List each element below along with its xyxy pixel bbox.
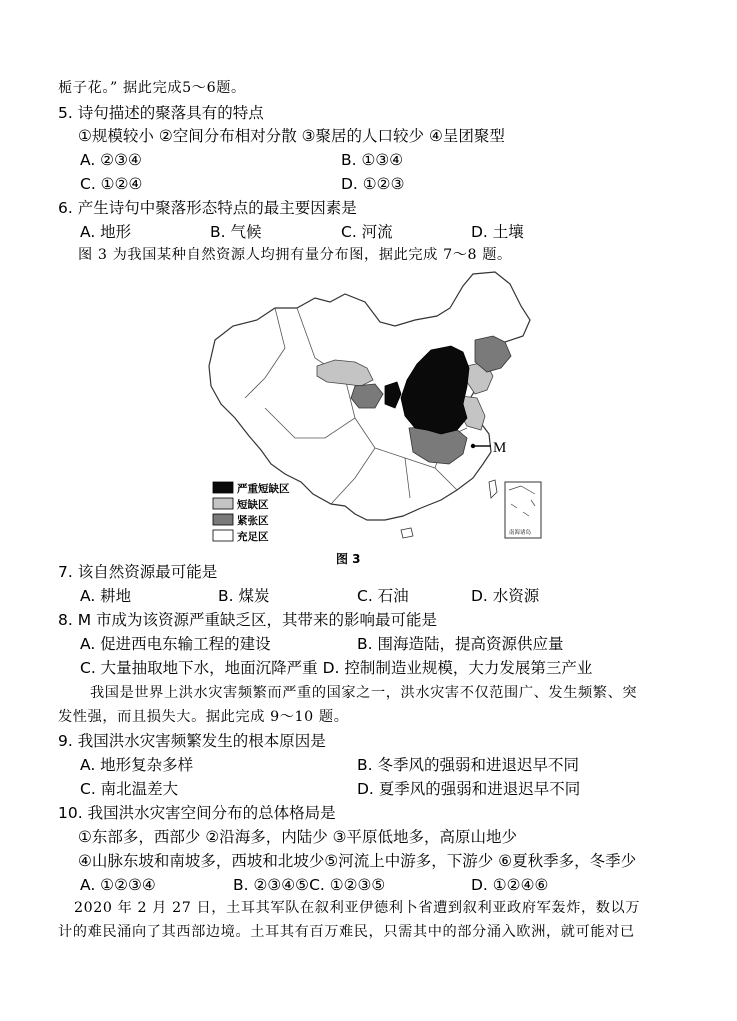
q5-stem: 5. 诗句描述的聚落具有的特点 [58,104,264,122]
q8-option-cd: C. 大量抽取地下水，地面沉降严重 D. 控制制造业规模，大力发展第三产业 [80,659,593,677]
q10-items-line1: ①东部多，西部少 ②沿海多，内陆少 ③平原低地多，高原山地少 [78,828,518,846]
q8-stem: 8. M 市成为该资源严重缺乏区，其带来的影响最可能是 [58,611,438,629]
q7-option-d: D. 水资源 [471,587,540,605]
q5-option-d: D. ①②③ [341,175,405,193]
q5-items: ①规模较小 ②空间分布相对分散 ③聚居的人口较少 ④呈团聚型 [78,127,505,145]
inset-label: 南海诸岛 [509,530,532,536]
refugee-intro-line1: 2020 年 2 月 27 日，土耳其军队在叙利亚伊德利卜省遭到叙利亚政府军轰炸，数以万 [74,900,641,916]
q9-option-c: C. 南北温差大 [80,780,179,798]
q6-option-a: A. 地形 [80,223,132,241]
marker-m-label: M [493,440,507,456]
map-legend [213,482,290,543]
map-intro: 图 3 为我国某种自然资源人均拥有量分布图，据此完成 7～8 题。 [78,247,512,263]
q8-option-a: A. 促进西电东输工程的建设 [80,635,271,653]
island-taiwan [489,480,497,498]
q10-option-b-c: B. ②③④⑤C. ①②③⑤ [233,876,386,894]
q7-option-c: C. 石油 [357,587,409,605]
flood-intro-line2: 发性强，而且损失大。据此完成 9～10 题。 [58,709,349,725]
refugee-intro-line2: 计的难民涌向了其西部边境。土耳其有百万难民，只需其中的部分涌入欧洲，就可能对已 [58,924,635,940]
q9-option-a: A. 地形复杂多样 [80,756,194,774]
legend-swatch-enough [213,530,233,541]
legend-swatch-severe [213,482,233,493]
figure-caption: 图 3 [336,552,361,566]
legend-swatch-tense [213,514,233,525]
q9-stem: 9. 我国洪水灾害频繁发生的根本原因是 [58,732,326,750]
q7-option-b: B. 煤炭 [218,587,270,605]
q5-option-c: C. ①②④ [80,175,143,193]
q10-items-line2: ④山脉东坡和南坡多，西坡和北坡少⑤河流上中游多，下游少 ⑥夏秋季多，冬季少 [78,852,637,870]
q7-option-a: A. 耕地 [80,587,132,605]
legend-label-enough: 充足区 [237,531,269,543]
q10-option-a: A. ①②③④ [80,876,156,894]
legend-swatch-short [213,498,233,509]
q6-option-b: B. 气候 [210,223,262,241]
q8-option-b: B. 围海造陆，提高资源供应量 [357,635,564,653]
legend-label-short: 短缺区 [237,499,269,511]
resource-distribution-map [205,268,550,568]
q6-option-d: D. 土壤 [471,223,524,241]
flood-intro-line1: 我国是世界上洪水灾害频繁而严重的国家之一，洪水灾害不仅范围广、发生频繁、突 [90,685,638,701]
marker-m-dot [471,444,475,448]
island-hainan [401,528,413,538]
q9-option-d: D. 夏季风的强弱和进退迟早不同 [357,780,581,798]
intro-tail: 栀子花。” 据此完成5～6题。 [58,80,246,96]
legend-label-severe: 严重短缺区 [237,483,290,495]
q9-option-b: B. 冬季风的强弱和进退迟早不同 [357,756,579,774]
q6-stem: 6. 产生诗句中聚落形态特点的最主要因素是 [58,199,357,217]
q5-option-a: A. ②③④ [80,151,142,169]
q10-option-d: D. ①②④⑥ [471,876,549,894]
q6-option-c: C. 河流 [341,223,393,241]
q5-option-b: B. ①③④ [341,151,404,169]
q10-stem: 10. 我国洪水灾害空间分布的总体格局是 [58,804,336,822]
legend-label-tense: 紧张区 [237,515,269,527]
q7-stem: 7. 该自然资源最可能是 [58,563,218,581]
